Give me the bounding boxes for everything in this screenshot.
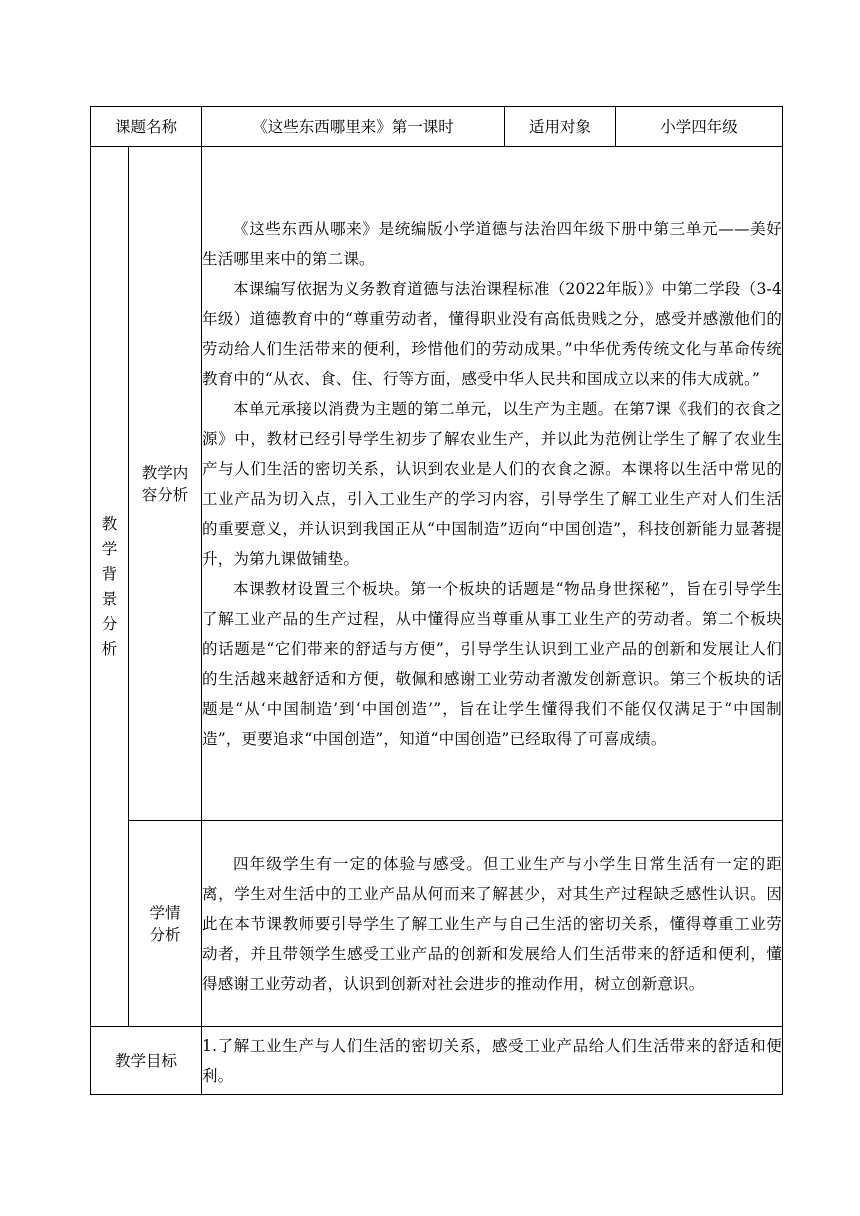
header-row (91, 107, 783, 147)
paragraph: 本课编写依据为义务教育道德与法治课程标准（2022年版）》中第二学段（3-4年级）道德教育中的“尊重劳动者，懂得职业没有高低贵贱之分，感受并感激他们的劳动给人们生活带来的便利，珍惜他们的劳动成果。”中华优秀传统文化与革命传统教育中的“从衣、食、住、行等方面，感受中华人民共和国成立以来的伟大成就。” (202, 279, 783, 388)
goals-text (202, 1027, 783, 1095)
learner-analysis-label-line1: 学情 (149, 903, 181, 922)
content-analysis-label-line1: 教学内 (141, 463, 189, 482)
goals-row (91, 1027, 783, 1095)
background-label-char: 分 (101, 614, 118, 633)
background-label-char: 景 (101, 589, 118, 608)
paragraph: 《这些东西从哪来》是统编版小学道德与法治四年级下册中第三单元——美好生活哪里来中的第二课。 (202, 219, 783, 268)
content-analysis-label-line2: 容分析 (141, 485, 189, 504)
topic-label: 课题名称 (91, 107, 202, 147)
goal-item: 1.了解工业生产与人们生活的密切关系，感受工业产品给人们生活带来的舒适和便利。 (202, 1036, 783, 1085)
learner-analysis-label (129, 821, 202, 1027)
lesson-plan-table (90, 106, 783, 1095)
background-label-char: 背 (101, 564, 118, 583)
paragraph: 本单元承接以消费为主题的第二单元，以生产为主题。在第7课《我们的衣食之源》中，教材已经引导学生初步了解农业生产，并以此为范例让学生了解了农业生产与人们生活的密切关系，认识到农业是人们的衣食之源。本课将以生活中常见的工业产品为切入点，引入工业生产的学习内容，引导学生了解工业生产对人们生活的重要意义，并认识到我国正从“中国制造”迈向“中国创造”，科技创新能力显著提升，为第九课做铺垫。 (202, 399, 783, 568)
learner-analysis-row (91, 821, 783, 1027)
content-analysis-label (129, 147, 202, 821)
audience-label: 适用对象 (505, 107, 616, 147)
learner-analysis-label-line2: 分析 (149, 925, 181, 944)
background-label-char: 学 (101, 539, 118, 558)
background-label-char: 教 (101, 514, 118, 533)
paragraph: 本课教材设置三个板块。第一个板块的话题是“物品身世探秘”，旨在引导学生了解工业产品的生产过程，从中懂得应当尊重从事工业生产的劳动者。第二个板块的话题是“它们带来的舒适与方便”，引导学生认识到工业产品的创新和发展让人们的生活越来越舒适和方便，敬佩和感谢工业劳动者激发创新意识。第三个板块的话题是“从‘中国制造’到‘中国创造’”，旨在让学生懂得我们不能仅仅满足于“中国制造”，更要追求“中国创造”，知道“中国创造”已经取得了可喜成绩。 (202, 579, 783, 748)
content-analysis-row (91, 147, 783, 821)
content-analysis-text (202, 147, 783, 821)
topic-value: 《这些东西哪里来》第一课时 (202, 107, 505, 147)
paragraph: 四年级学生有一定的体验与感受。但工业生产与小学生日常生活有一定的距离，学生对生活中的工业产品从何而来了解甚少，对其生产过程缺乏感性认识。因此在本节课教师要引导学生了解工业生产与自己生活的密切关系，懂得尊重工业劳动者，并且带领学生感受工业产品的创新和发展给人们生活带来的舒适和便利，懂得感谢工业劳动者，认识到创新对社会进步的推动作用，树立创新意识。 (202, 854, 783, 993)
background-label-char: 析 (101, 639, 118, 658)
background-label (91, 147, 129, 1027)
goals-label: 教学目标 (91, 1027, 202, 1095)
learner-analysis-text (202, 821, 783, 1027)
audience-value: 小学四年级 (616, 107, 783, 147)
